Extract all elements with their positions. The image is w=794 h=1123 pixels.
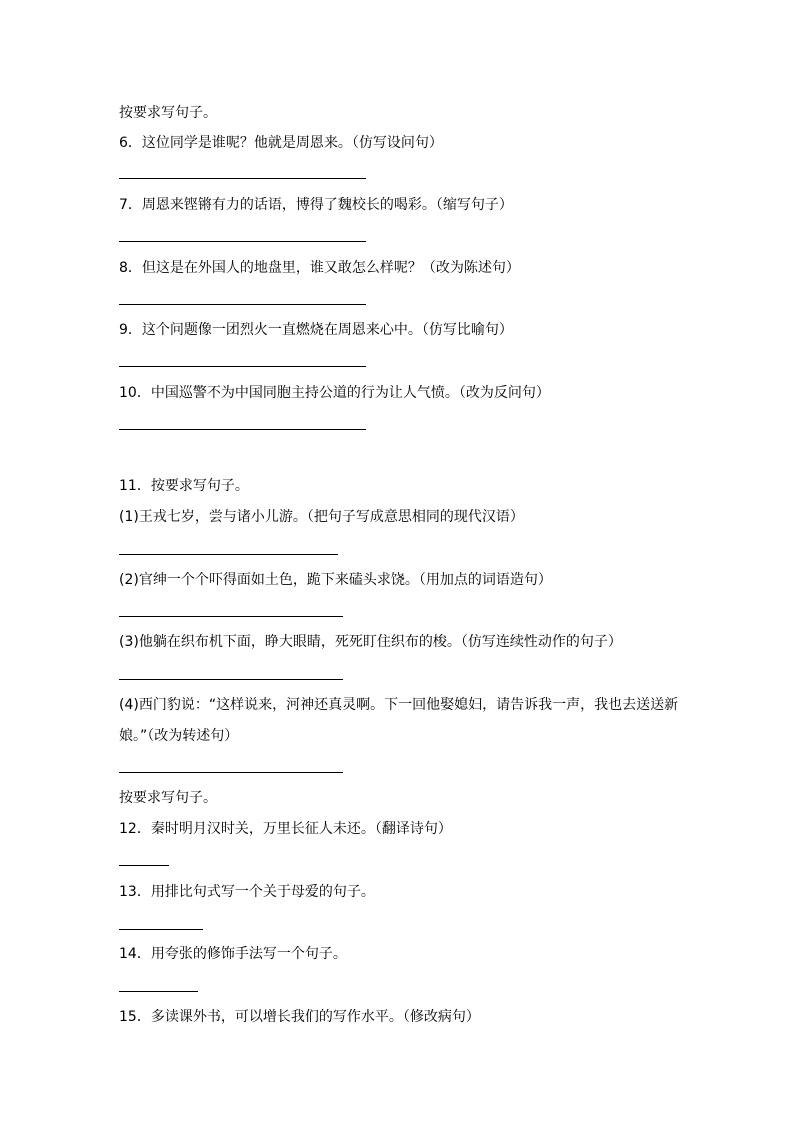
section-heading: 按要求写句子。 (119, 790, 217, 806)
question-11-1: (1)王戎七岁，尝与诸小儿游。（把句子写成意思相同的现代汉语） (119, 509, 524, 525)
question-10: 10．中国巡警不为中国同胞主持公道的行为让人气愤。（改为反问句） (119, 385, 550, 401)
question-11: 11．按要求写句子。 (119, 478, 249, 494)
answer-line-12[interactable] (119, 865, 169, 866)
question-11-3: (3)他躺在织布机下面，睁大眼睛，死死盯住织布的梭。（仿写连续性动作的句子） (119, 634, 622, 650)
answer-line-11-3[interactable] (119, 679, 343, 680)
question-11-2: (2)官绅一个个吓得面如土色，跪下来磕头求饶。（用加点的词语造句） (119, 572, 552, 588)
question-6: 6．这位同学是谁呢？他就是周恩来。（仿写设问句） (119, 135, 443, 151)
answer-line-9[interactable] (119, 366, 366, 367)
answer-line-14[interactable] (119, 991, 198, 992)
question-8: 8．但这是在外国人的地盘里，谁又敢怎么样呢？（改为陈述句） (119, 260, 520, 276)
answer-line-6[interactable] (119, 178, 366, 179)
answer-line-13[interactable] (119, 929, 203, 930)
answer-line-8[interactable] (119, 304, 366, 305)
answer-line-11-4[interactable] (119, 772, 343, 773)
section-heading: 按要求写句子。 (119, 105, 217, 121)
answer-line-11-2[interactable] (119, 616, 343, 617)
question-13: 13．用排比句式写一个关于母爱的句子。 (119, 884, 375, 900)
question-14: 14．用夸张的修饰手法写一个句子。 (119, 946, 347, 962)
question-11-4: (4)西门豹说：“这样说来，河神还真灵啊。下一回他娶媳妇，请告诉我一声，我也去送送新 (119, 697, 679, 713)
answer-line-11-1[interactable] (119, 554, 338, 555)
question-11-4-continued: 娘。”（改为转述句） (119, 728, 239, 744)
question-7: 7．周恩来铿锵有力的话语，博得了魏校长的喝彩。（缩写句子） (119, 197, 513, 213)
question-15: 15．多读课外书，可以增长我们的写作水平。（修改病句） (119, 1009, 480, 1025)
answer-line-7[interactable] (119, 241, 366, 242)
question-12: 12．秦时明月汉时关，万里长征人未还。（翻译诗句） (119, 821, 452, 837)
answer-line-10[interactable] (119, 429, 366, 430)
question-9: 9．这个问题像一团烈火一直燃烧在周恩来心中。（仿写比喻句） (119, 322, 513, 338)
